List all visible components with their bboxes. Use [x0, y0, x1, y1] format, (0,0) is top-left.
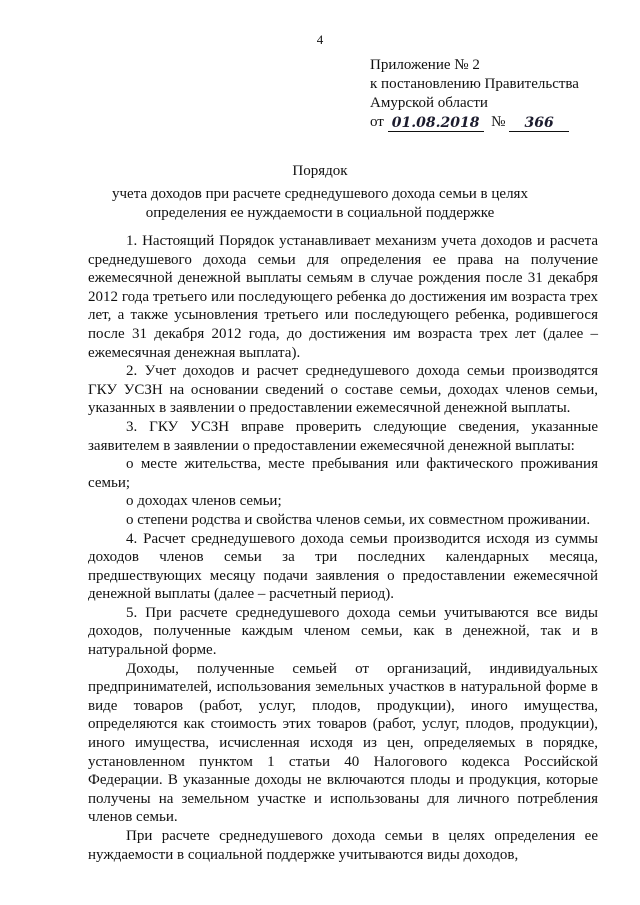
document-body [88, 232, 598, 864]
paragraph-2: 2. Учет доходов и расчет среднедушевого дохода семьи производятся ГКУ УСЗН на основании сведений о составе семьи, доходах членов семьи, указанных в заявлении о предоставлении ежемесячной денежной выплаты. [88, 363, 598, 417]
appendix-date-line [370, 113, 620, 132]
appendix-header [370, 56, 620, 132]
paragraph-5-income-types: При расчете среднедушевого дохода семьи в целях определения ее нуждаемости в социальной поддержке учитываются виды доходов, [88, 828, 598, 863]
appendix-line-3: Амурской области [370, 95, 488, 111]
document-title: Порядок [292, 163, 348, 179]
paragraph-1: 1. Настоящий Порядок устанавливает механизм учета доходов и расчета среднедушевого дохода семьи для определения ее права на получение ежемесячной денежной выплаты семьям в случае рождения после 31 декабря 2012 года третьего или последующего ребенка до достижения им возраста трех лет, а также усыновления третьего или последующего ребенка, родившегося после 31 декабря 2012 года, до достижения им возраста трех лет (далее – ежемесячная денежная выплата). [88, 233, 598, 361]
number-prefix: № [491, 114, 506, 130]
paragraph-3: 3. ГКУ УСЗН вправе проверить следующие сведения, указанные заявителем в заявлении о предоставлении ежемесячной денежной выплаты: [88, 418, 598, 454]
paragraph-3-item-3: о степени родства и свойства членов семьи, их совместном проживании. [126, 511, 591, 528]
appendix-line-1: Приложение № 2 [370, 57, 480, 73]
paragraph-4: 4. Расчет среднедушевого дохода семьи производится исходя из суммы доходов членов семьи за три последних календарных месяца, предшествующих месяцу подачи заявления о предоставлении ежемесячной денежной выплаты (далее – расчетный период). [88, 530, 598, 603]
document-subtitle-line-1: учета доходов при расчете среднедушевого дохода семьи в целях [112, 186, 528, 202]
appendix-line-2: к постановлению Правительства [370, 76, 579, 92]
document-heading [40, 162, 600, 223]
page-number: 4 [316, 32, 324, 47]
document-subtitle-line-2: определения ее нуждаемости в социальной поддержке [145, 205, 495, 221]
handwritten-date: 01.08.2018 [388, 115, 484, 132]
handwritten-number: 366 [509, 115, 569, 132]
paragraph-5-income-definition: Доходы, полученные семьей от организаций, индивидуальных предпринимателей, использования земельных участков в натуральной форме в виде товаров (работ, услуг, плодов, продукции), иного имущества, определяются как стоимость этих товаров (работ, услуг, плодов, продукции), иного имущества, исчисленная исходя из цен, определяемых в порядке, установленном пунктом 1 статьи 40 Налогового кодекса Российской Федерации. В указанные доходы не включаются плоды и продукция, которые получены на земельном участке и использованы для личного потребления членов семьи. [88, 660, 598, 826]
paragraph-5: 5. При расчете среднедушевого дохода семьи учитываются все виды доходов, полученные каждым членом семьи, как в денежной, так и в натуральной форме. [88, 604, 598, 659]
date-prefix: от [370, 114, 384, 130]
paragraph-3-item-1: о месте жительства, месте пребывания или фактического проживания семьи; [88, 456, 598, 491]
paragraph-3-item-2: о доходах членов семьи; [126, 493, 282, 510]
